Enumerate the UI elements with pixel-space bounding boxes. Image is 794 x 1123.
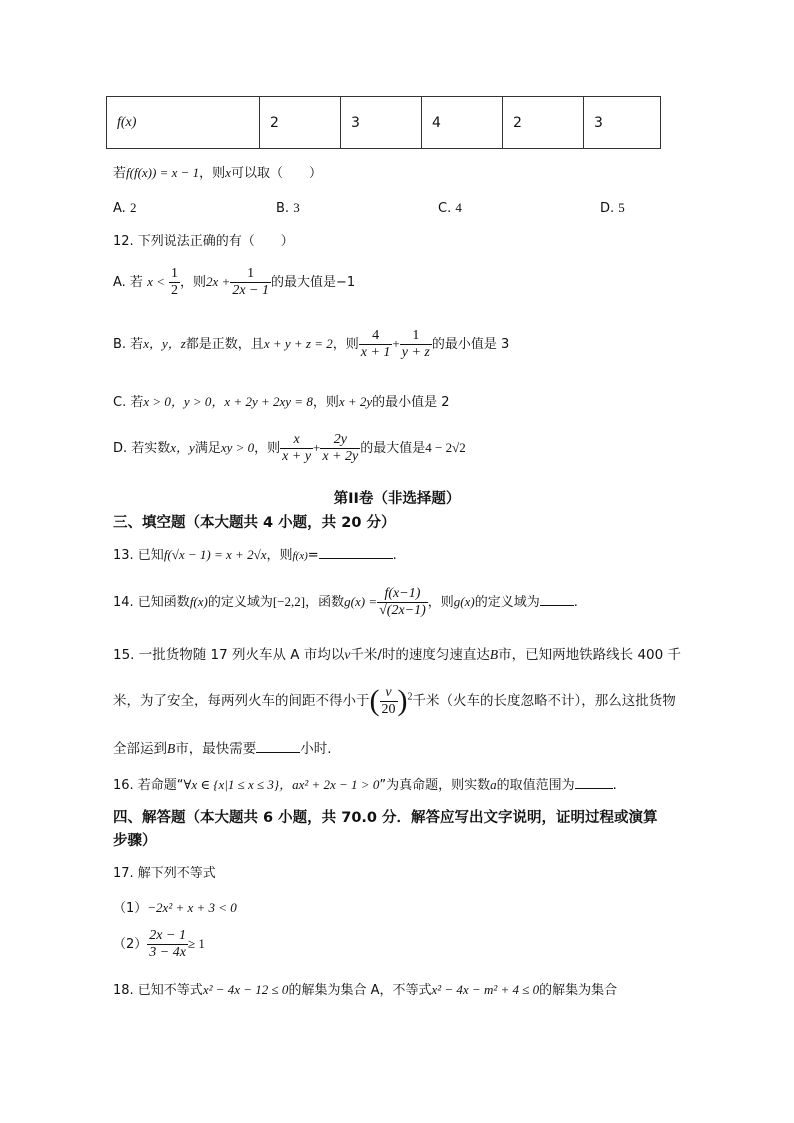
table-row (107, 97, 661, 149)
q15-line3: 全部运到B市，最快需要 小时. (113, 741, 332, 757)
part2-title: 第II卷（非选择题） (333, 491, 461, 507)
q17-part2: （2） $\frac{2x - 1}{3 - 4x}$ ≥ 1 (113, 928, 205, 960)
q14: 14. 已知函数f(x)的定义域为[−2,2]，函数g(x) = $\frac{f(x-1)}{√(2x-1)}$ ，则g(x)的定义域为 . (113, 586, 578, 618)
q15-line1: 15. 一批货物随 17 列火车从 A 市均以v千米/时的速度匀速直达B市，已知两地铁路线长 400 千 (113, 647, 682, 663)
q17-part1: （1）−2x² + x + 3 < 0 (113, 900, 237, 916)
table-cell: 2 (260, 97, 341, 149)
q18: 18. 已知不等式x² − 4x − 12 ≤ 0的解集为集合 A，不等式x² − 4x − m² + 4 ≤ 0的解集为集合 (113, 982, 618, 998)
q11-option-c: C. 4 (438, 200, 462, 216)
q13: 13. 已知f(√x − 1) = x + 2√x，则f(x)= . (113, 547, 397, 563)
q12-option-d: D. 若实数x，y满足xy > 0，则 $\frac{x}{x + y}$ + $\frac{2y}{x + 2y}$ 的最大值是4 − 2√2 (113, 432, 466, 464)
section4-heading-line1: 四、解答题（本大题共 6 小题，共 70.0 分．解答应写出文字说明，证明过程或演算 (113, 810, 658, 826)
table-cell: 3 (341, 97, 422, 149)
section3-heading: 三、填空题（本大题共 4 小题，共 20 分） (113, 515, 396, 531)
q11-stem: 若f(f(x)) = x − 1，则x可以取（ ） (113, 165, 322, 181)
table-cell: 4 (422, 97, 503, 149)
q13-answer-blank[interactable] (319, 558, 393, 559)
table-cell: 3 (584, 97, 661, 149)
q12-option-b: B. 若x，y，z都是正数，且x + y + z = 2，则 $\frac{4}{x + 1}$ + $\frac{1}{y + z}$ 的最小值是 3 (113, 328, 510, 360)
table-header-cell: f(x) (107, 97, 260, 149)
q12-option-a: A. 若 x < $\frac{1}{2}$ ，则2x + $\frac{1}{2x - 1}$ 的最大值是−1 (113, 266, 356, 298)
q11-option-a: A. 2 (113, 200, 137, 216)
q15-line2: 米，为了安全，每两列火车的间距不得小于( $\frac{v}{20}$ )$^2$千米（火车的长度忽略不计），那么这批货物 (113, 684, 676, 717)
q11-option-d: D. 5 (600, 200, 625, 216)
q17-stem: 17. 解下列不等式 (113, 866, 216, 881)
q16-answer-blank[interactable] (575, 788, 613, 789)
q11-option-b: B. 3 (276, 200, 300, 216)
q16: 16. 若命题“∀x ∈ {x|1 ≤ x ≤ 3}，ax² + 2x − 1 > 0”为真命题，则实数a的取值范围为 . (113, 777, 617, 793)
q15-answer-blank[interactable] (256, 752, 300, 753)
q14-answer-blank[interactable] (540, 605, 574, 606)
function-value-table (106, 96, 661, 149)
q12-option-c: C. 若x > 0，y > 0，x + 2y + 2xy = 8，则x + 2y的最小值是 2 (113, 394, 450, 410)
q12-stem: 12. 下列说法正确的有（ ） (113, 234, 294, 249)
section4-heading-line2: 步骤） (113, 833, 157, 849)
table-cell: 2 (503, 97, 584, 149)
